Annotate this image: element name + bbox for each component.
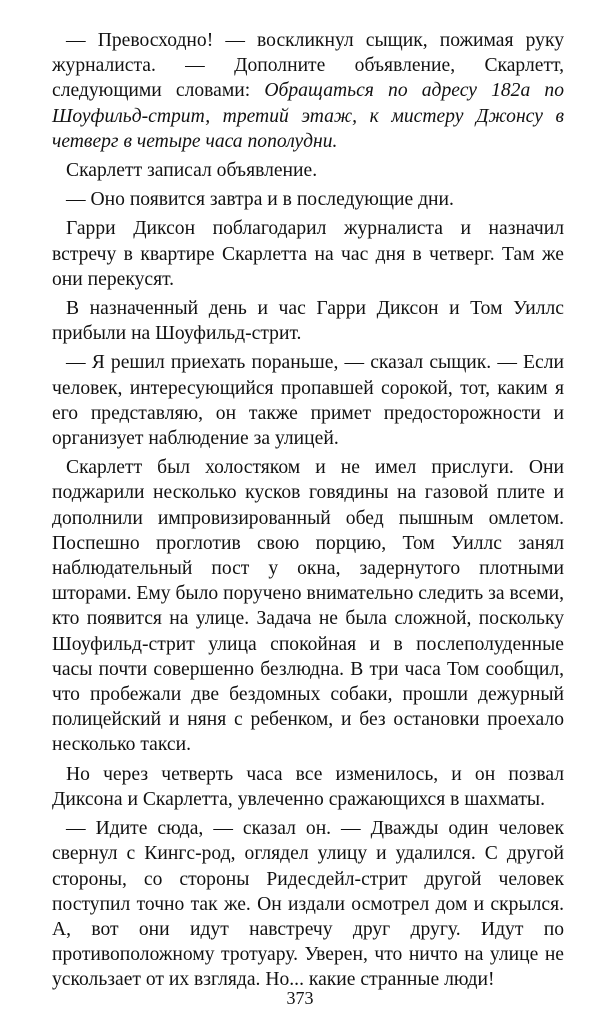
paragraph-8: Но через четверть часа все изменилось, и он позвал Диксона и Скарлетта, увлеченно сражающихся в шахматы. xyxy=(52,763,564,810)
paragraph-1-italic-text: Обращаться по адресу 182а по Шоуфильд-стрит, третий этаж, к мистеру Джонсу в четверг в четыре часа пополудни. xyxy=(52,80,564,152)
paragraph-5: В назначенный день и час Гарри Диксон и Том Уиллс прибыли на Шоуфильд-стрит. xyxy=(52,298,564,345)
paragraph-1-text: — Превосходно! — воскликнул сыщик, пожимая руку журналиста. — Дополните объявление, Скарлетт, следующими словами: xyxy=(52,30,564,102)
paragraph-7: Скарлетт был холостяком и не имел прислуги. Они поджарили несколько кусков говядины на газовой плите и дополнили импровизированный обед пышным омлетом. Поспешно проглотив свою порцию, Том Уиллс занял наблюдательный пост у окна, задернутого плотными шторами. Ему было поручено внимательно следить за всеми, кто появится на улице. Задача не была сложной, поскольку Шоуфильд-стрит улица спокойная и в послеполуденные часы почти совершенно безлюдна. В три часа Том сообщил, что пробежали две бездомных собаки, прошли дежурный полицейский и няня с ребенком, и без остановки проехало несколько такси. xyxy=(52,457,564,756)
page-number: 373 xyxy=(286,988,314,1008)
paragraph-1 xyxy=(52,28,564,154)
page-body xyxy=(52,28,564,993)
paragraph-3: — Оно появится завтра и в последующие дни. xyxy=(66,189,454,211)
paragraph-9: — Идите сюда, — сказал он. — Дважды один человек свернул с Кингс-род, оглядел улицу и удалился. С другой стороны, со стороны Ридесдейл-стрит другой человек поступил точно так же. Он издали осмотрел дом и скрылся. А, вот они идут навстречу друг другу. Идут по противоположному тротуару. Уверен, что ничто на улице не ускользает от их взгляда. Но... какие странные люди! xyxy=(52,818,564,991)
paragraph-2: Скарлетт записал объявление. xyxy=(66,160,318,182)
paragraph-4: Гарри Диксон поблагодарил журналиста и назначил встречу в квартире Скарлетта на час дня в четверг. Там же они перекусят. xyxy=(52,218,564,290)
paragraph-6: — Я решил приехать пораньше, — сказал сыщик. — Если человек, интересующийся пропавшей сорокой, тот, каким я его представляю, он также примет предосторожности и организует наблюдение за улицей. xyxy=(52,352,564,450)
